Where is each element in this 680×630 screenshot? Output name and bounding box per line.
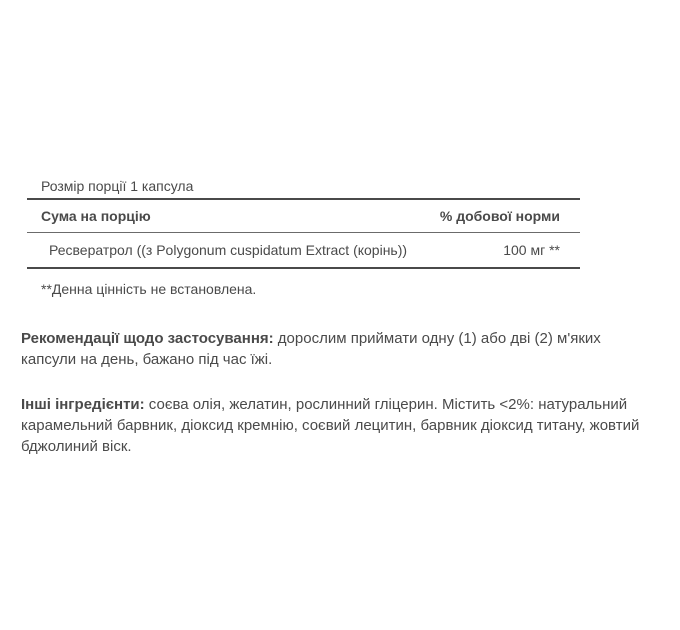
directions-label: Рекомендації щодо застосування: — [21, 330, 274, 347]
directions-text: дорослим приймати одну (1) або дві (2) м'яких капсули на день, бажано під час їжі. — [21, 330, 601, 368]
table-row — [27, 233, 580, 267]
other-ingredients-text: соєва олія, желатин, рослинний гліцерин. Містить <2%: натуральний карамельний барвник, діоксид кремнію, соєвий лецитин, барвник діоксид титану, жовтий бджолиний віск. — [21, 396, 640, 455]
header-amount-per-serving: Сума на порцію — [41, 208, 151, 224]
other-ingredients-label: Інші інгредієнти: — [21, 396, 145, 413]
serving-size: Розмір порції 1 капсула — [41, 178, 194, 194]
other-ingredients-paragraph — [21, 394, 641, 457]
table-header-row — [27, 200, 580, 232]
directions-paragraph — [21, 328, 641, 370]
header-daily-value: % добової норми — [439, 208, 560, 224]
ingredient-name: Ресвератрол ((з Polygonum cuspidatum Extract (корінь)) — [49, 242, 408, 258]
ingredient-amount: 100 мг ** — [503, 242, 560, 258]
supplement-facts-table — [27, 174, 580, 299]
daily-value-footnote: **Денна цінність не встановлена. — [41, 281, 257, 297]
